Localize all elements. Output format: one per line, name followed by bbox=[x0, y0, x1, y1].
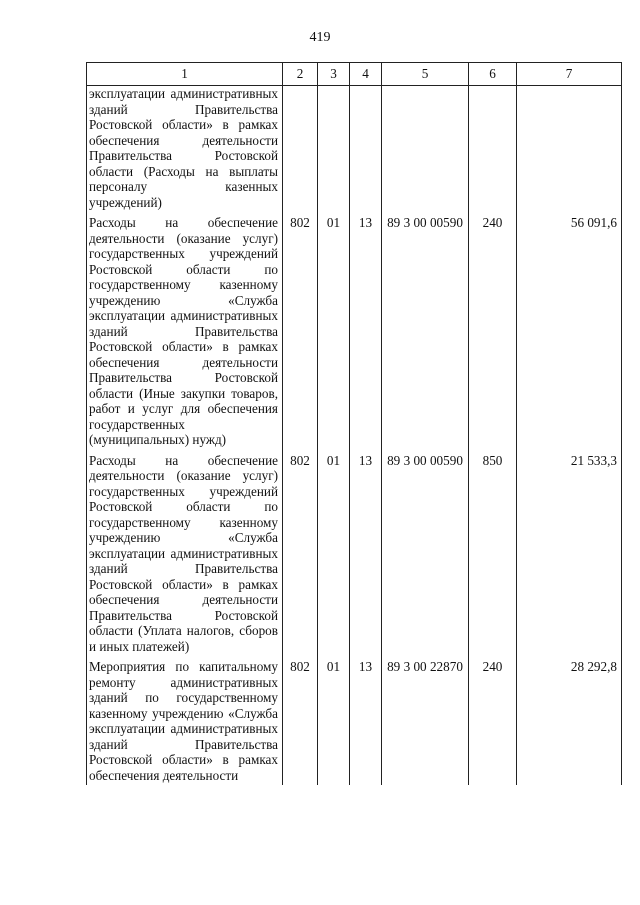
row-ministry bbox=[283, 86, 318, 213]
row-expense-type bbox=[469, 86, 517, 213]
row-amount: 56 091,6 bbox=[517, 212, 622, 450]
row-target: 89 3 00 22870 bbox=[382, 656, 469, 785]
column-header-description: 1 bbox=[87, 63, 283, 86]
row-ministry: 802 bbox=[283, 212, 318, 450]
table-header-row bbox=[87, 63, 622, 86]
table-row bbox=[87, 86, 622, 213]
row-target: 89 3 00 00590 bbox=[382, 212, 469, 450]
row-expense-type: 850 bbox=[469, 450, 517, 657]
row-description: Расходы на обеспечение деятельности (оказание услуг) государственных учреждений Ростовской области по государственному казенному учреждению «Служба эксплуатации административных зданий Правительства Ростовской области» в рамках обеспечения деятельности Правительства Ростовской области (Уплата налогов, сборов и иных платежей) bbox=[87, 450, 283, 657]
row-target bbox=[382, 86, 469, 213]
row-amount: 28 292,8 bbox=[517, 656, 622, 785]
row-section: 01 bbox=[318, 450, 350, 657]
column-header-amount: 7 bbox=[517, 63, 622, 86]
row-subsection: 13 bbox=[350, 212, 382, 450]
column-header-subsection: 4 bbox=[350, 63, 382, 86]
table-row bbox=[87, 450, 622, 657]
row-ministry: 802 bbox=[283, 450, 318, 657]
row-target: 89 3 00 00590 bbox=[382, 450, 469, 657]
row-description: эксплуатации административных зданий Правительства Ростовской области» в рамках обеспечения деятельности Правительства Ростовской области (Расходы на выплаты персоналу казенных учреждений) bbox=[87, 86, 283, 213]
column-header-section: 3 bbox=[318, 63, 350, 86]
column-header-ministry: 2 bbox=[283, 63, 318, 86]
row-subsection bbox=[350, 86, 382, 213]
row-expense-type: 240 bbox=[469, 212, 517, 450]
row-description: Расходы на обеспечение деятельности (оказание услуг) государственных учреждений Ростовской области по государственному казенному учреждению «Служба эксплуатации административных зданий Правительства Ростовской области» в рамках обеспечения деятельности Правительства Ростовской области (Иные закупки товаров, работ и услуг для обеспечения государственных (муниципальных) нужд) bbox=[87, 212, 283, 450]
column-header-target: 5 bbox=[382, 63, 469, 86]
budget-table bbox=[86, 62, 622, 785]
row-description: Мероприятия по капитальному ремонту административных зданий по государственному казенному учреждению «Служба эксплуатации административных зданий Правительства Ростовской области» в рамках обеспечения деятельности bbox=[87, 656, 283, 785]
column-header-expense-type: 6 bbox=[469, 63, 517, 86]
row-ministry: 802 bbox=[283, 656, 318, 785]
table-row bbox=[87, 212, 622, 450]
table-row bbox=[87, 656, 622, 785]
row-subsection: 13 bbox=[350, 656, 382, 785]
row-section bbox=[318, 86, 350, 213]
row-section: 01 bbox=[318, 212, 350, 450]
page-number: 419 bbox=[309, 30, 331, 45]
row-subsection: 13 bbox=[350, 450, 382, 657]
row-amount bbox=[517, 86, 622, 213]
row-section: 01 bbox=[318, 656, 350, 785]
row-amount: 21 533,3 bbox=[517, 450, 622, 657]
row-expense-type: 240 bbox=[469, 656, 517, 785]
